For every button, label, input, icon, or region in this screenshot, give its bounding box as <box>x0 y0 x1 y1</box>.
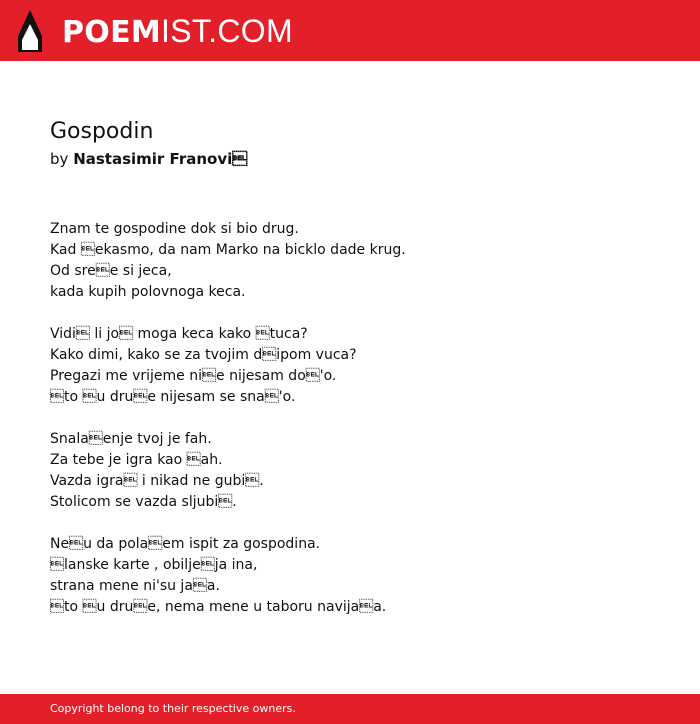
poem-line: to u drue, nema mene u taboru navijaa. <box>50 599 387 615</box>
byline <box>50 149 650 169</box>
poem-line: Kako dimi, kako se za tvojim dipom vuca? <box>50 347 357 363</box>
poem-body <box>50 219 650 618</box>
by-label: by <box>50 150 69 168</box>
author-name: Nastasimir Franovi <box>73 150 248 168</box>
poem-line: Za tebe je igra kao ah. <box>50 452 223 468</box>
site-footer <box>0 694 700 724</box>
poem-line: Pregazi me vrijeme nie nijesam do'o. <box>50 368 337 384</box>
poem-line: strana mene ni'su jaa. <box>50 578 220 594</box>
site-header <box>0 0 700 61</box>
site-logo[interactable] <box>62 11 293 51</box>
poem-line: Vazda igra i nikad ne gubi. <box>50 473 264 489</box>
logo-bold-text: POEM <box>62 15 162 50</box>
stanza-1 <box>50 219 650 303</box>
poem-line: Neu da polaem ispit za gospodina. <box>50 536 321 552</box>
stanza-2 <box>50 324 650 408</box>
poem-line: Od sree si jeca, <box>50 263 172 279</box>
poem-line: Kad ekasmo, da nam Marko na bicklo dade krug. <box>50 242 406 258</box>
stanza-3 <box>50 429 650 513</box>
poem-line: kada kupih polovnoga keca. <box>50 284 246 300</box>
logo-light-text: IST.COM <box>161 13 293 49</box>
poem-line: Stolicom se vazda sljubi. <box>50 494 237 510</box>
poem-line: lanske karte , obiljeja ina, <box>50 557 258 573</box>
poem-line: Vidi li jo moga keca kako tuca? <box>50 326 308 342</box>
pencil-tip-icon[interactable] <box>17 10 43 52</box>
stanza-4 <box>50 534 650 618</box>
poem-title: Gospodin <box>50 119 154 144</box>
poem-line: Znam te gospodine dok si bio drug. <box>50 221 299 237</box>
poem-content <box>50 118 650 639</box>
poem-line: Snalaenje tvoj je fah. <box>50 431 212 447</box>
copyright-notice: Copyright belong to their respective owners. <box>50 702 296 715</box>
poem-line: to u drue nijesam se sna'o. <box>50 389 296 405</box>
